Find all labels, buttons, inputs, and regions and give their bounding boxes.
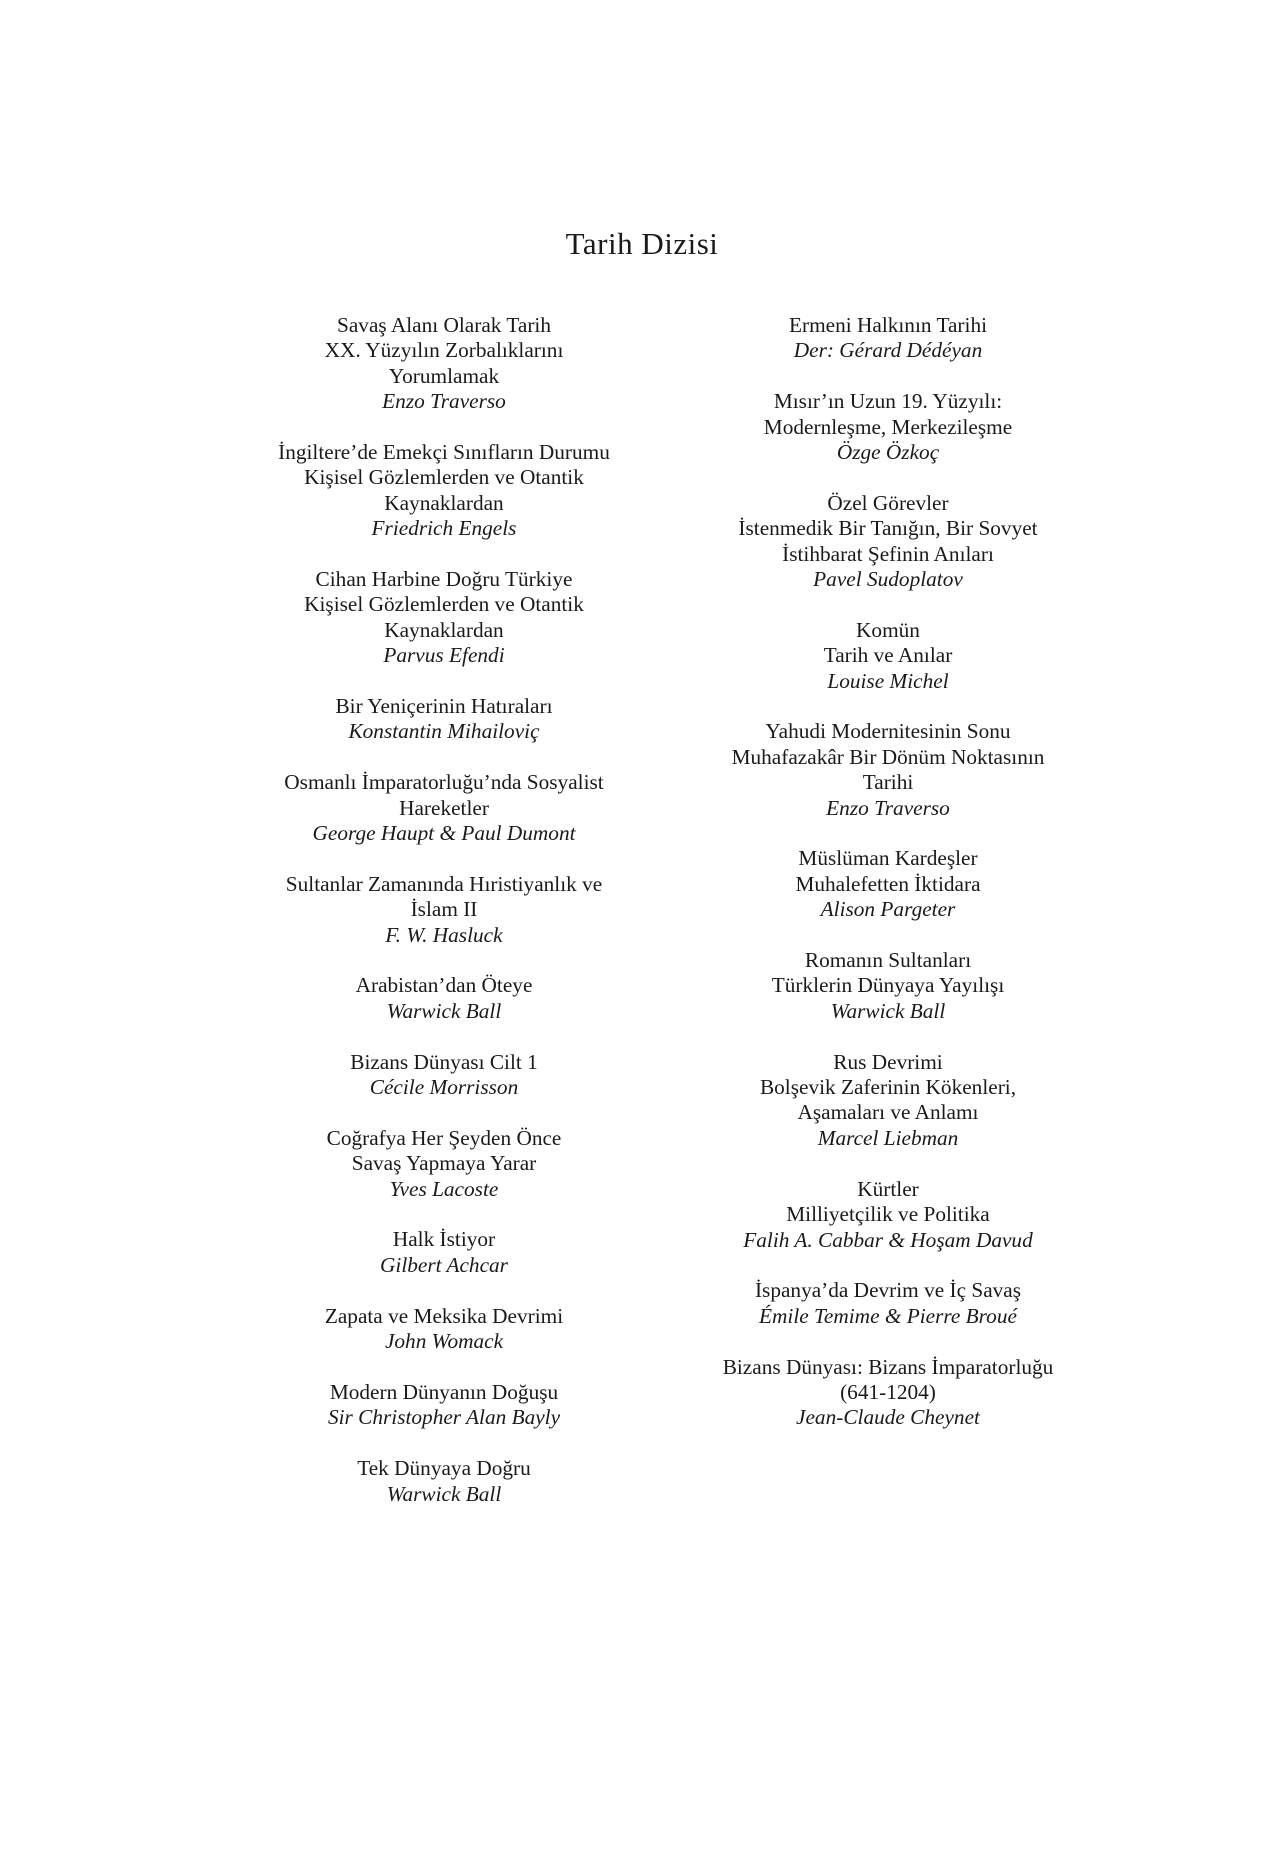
book-author: Warwick Ball — [386, 998, 502, 1023]
book-author: John Womack — [384, 1329, 504, 1354]
book-entry — [244, 973, 644, 1024]
book-author: Cécile Morrisson — [369, 1075, 519, 1100]
book-author: Gilbert Achcar — [380, 1252, 508, 1277]
book-title: Coğrafya Her Şeyden Önce Savaş Yapmaya Yarar — [326, 1125, 562, 1176]
book-author: Émile Temime & Pierre Broué — [759, 1303, 1017, 1328]
book-author: Friedrich Engels — [371, 516, 517, 541]
book-entry — [688, 948, 1088, 1024]
book-entry — [688, 1050, 1088, 1152]
book-title: Bir Yeniçerinin Hatıraları — [335, 694, 553, 719]
book-entry — [244, 1456, 644, 1507]
book-author: Özge Özkoç — [836, 440, 940, 465]
left-book-list — [244, 313, 644, 1532]
book-author: Marcel Liebman — [817, 1125, 959, 1150]
book-author: Parvus Efendi — [383, 643, 505, 668]
book-entry — [688, 846, 1088, 922]
right-book-list — [688, 313, 1088, 1456]
book-entry — [244, 1380, 644, 1431]
book-entry — [688, 491, 1088, 593]
book-entry — [688, 719, 1088, 821]
book-entry — [244, 1227, 644, 1278]
book-entry — [688, 313, 1088, 364]
book-title: Özel Görevler İstenmedik Bir Tanığın, Bir Sovyet İstihbarat Şefinin Anıları — [738, 490, 1038, 566]
book-entry — [244, 1304, 644, 1355]
book-title: Cihan Harbine Doğru Türkiye Kişisel Gözlemlerden ve Otantik Kaynaklardan — [304, 567, 584, 642]
book-entry — [688, 389, 1088, 465]
book-title: Ermeni Halkının Tarihi — [788, 313, 988, 337]
book-author: George Haupt & Paul Dumont — [312, 821, 576, 846]
book-title: Sultanlar Zamanında Hıristiyanlık ve İslam II — [285, 871, 603, 922]
book-title: Yahudi Modernitesinin Sonu Muhafazakâr Bir Dönüm Noktasının Tarihi — [731, 719, 1045, 795]
book-title: İngiltere’de Emekçi Sınıfların Durumu Kişisel Gözlemlerden ve Otantik Kaynaklardan — [278, 440, 610, 515]
book-title: Halk İstiyor — [392, 1227, 496, 1252]
book-author: Warwick Ball — [830, 998, 946, 1023]
book-title: Tek Dünyaya Doğru — [357, 1456, 531, 1481]
book-entry — [688, 1355, 1088, 1431]
book-author: Konstantin Mihailoviç — [348, 719, 540, 744]
book-author: Warwick Ball — [386, 1481, 502, 1506]
book-entry — [688, 1177, 1088, 1253]
book-entry — [244, 567, 644, 669]
book-title: Bizans Dünyası Cilt 1 — [350, 1049, 538, 1074]
book-entry — [688, 1278, 1088, 1329]
book-author: Sir Christopher Alan Bayly — [327, 1405, 561, 1430]
book-entry — [244, 1126, 644, 1202]
book-entry — [244, 1050, 644, 1101]
book-author: Enzo Traverso — [826, 795, 950, 820]
book-title: Osmanlı İmparatorluğu’nda Sosyalist Hareketler — [284, 770, 604, 820]
book-entry — [244, 440, 644, 542]
book-title: Kürtler Milliyetçilik ve Politika — [786, 1176, 990, 1227]
book-author: F. W. Hasluck — [385, 922, 503, 947]
book-author: Der: Gérard Dédéyan — [793, 338, 983, 363]
book-title: İspanya’da Devrim ve İç Savaş — [754, 1278, 1022, 1303]
book-entry — [244, 694, 644, 745]
book-entry — [244, 313, 644, 415]
book-title: Modern Dünyanın Doğuşu — [329, 1379, 559, 1404]
book-title: Romanın Sultanları Türklerin Dünyaya Yayılışı — [771, 948, 1005, 998]
book-author: Alison Pargeter — [820, 897, 956, 922]
book-title: Arabistan’dan Öteye — [355, 973, 533, 998]
book-title: Zapata ve Meksika Devrimi — [324, 1303, 564, 1328]
book-author: Louise Michel — [827, 668, 949, 693]
book-author: Falih A. Cabbar & Hoşam Davud — [743, 1227, 1033, 1252]
book-author: Pavel Sudoplatov — [813, 567, 963, 592]
book-title: Müslüman Kardeşler Muhalefetten İktidara — [795, 846, 981, 896]
page-title: Tarih Dizisi — [565, 226, 719, 261]
book-author: Jean-Claude Cheynet — [796, 1405, 980, 1430]
book-title: Mısır’ın Uzun 19. Yüzyılı: Modernleşme, Merkezileşme — [763, 389, 1013, 439]
book-entry — [244, 872, 644, 948]
book-author: Enzo Traverso — [382, 389, 506, 414]
book-title: Savaş Alanı Olarak Tarih XX. Yüzyılın Zorbalıklarını Yorumlamak — [324, 313, 564, 388]
book-title: Bizans Dünyası: Bizans İmparatorluğu (641-1204) — [722, 1354, 1054, 1404]
book-entry — [244, 770, 644, 846]
book-author: Yves Lacoste — [389, 1176, 499, 1201]
book-title: Rus Devrimi Bolşevik Zaferinin Kökenleri, Aşamaları ve Anlamı — [759, 1049, 1017, 1125]
book-entry — [688, 618, 1088, 694]
book-title: Komün Tarih ve Anılar — [823, 617, 953, 668]
